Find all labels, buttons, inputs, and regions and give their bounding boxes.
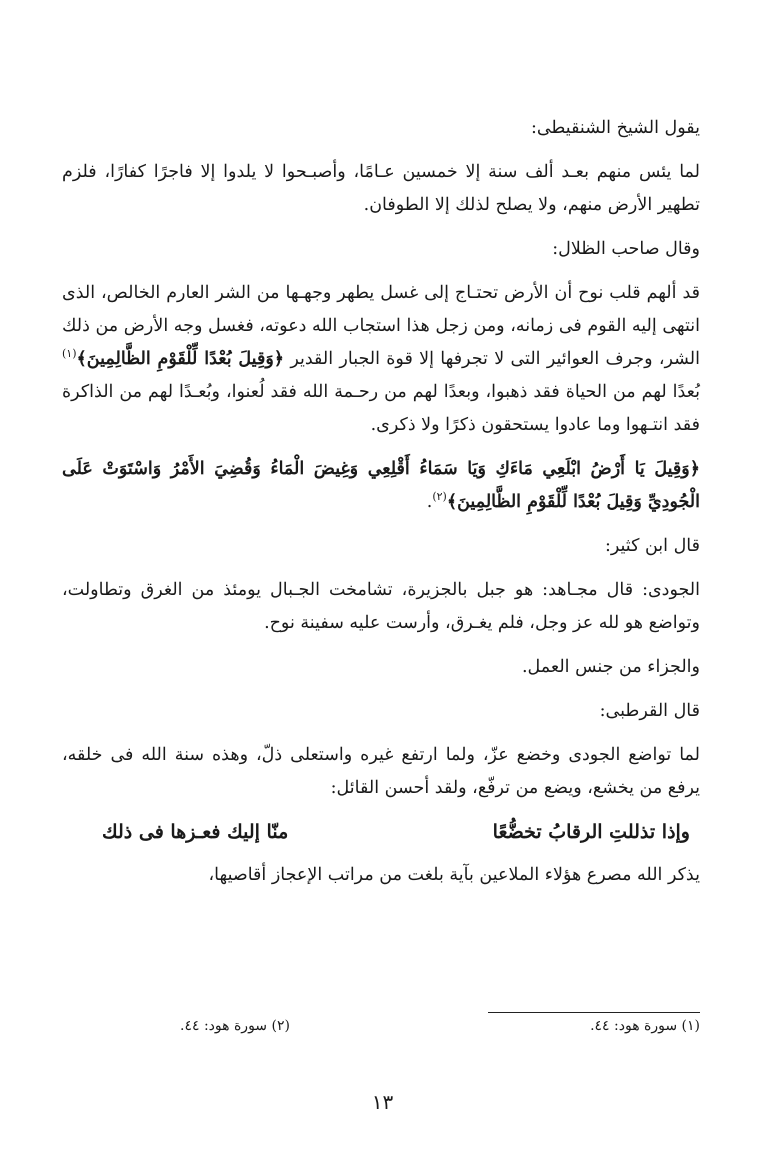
page-number: ١٣ xyxy=(371,1090,394,1114)
footnote-divider xyxy=(488,1012,700,1013)
paragraph-qurtubi: لما تواضع الجودى وخضع عزّ، ولما ارتفع غيره واستعلى ذلّ، وهذه سنة الله فى خلقه، يرفع من يخشع، ويضع من ترفّع، ولقد أحسن القائل: xyxy=(62,745,700,798)
heading-ibn-kathir: قال ابن كثير: xyxy=(604,536,700,556)
footnote-2: (٢) سورة هود: ٤٤. xyxy=(180,1018,290,1034)
quran-verse-end: . xyxy=(426,492,433,512)
poetry-verse xyxy=(62,816,700,849)
footnote-marker-2: (٢) xyxy=(432,490,447,504)
paragraph-recompense: والجزاء من جنس العمل. xyxy=(521,657,700,677)
paragraph-zilal-text-start: قد ألهم قلب نوح أن الأرض تحتـاج إلى غسل يطهر وجهـها من الشر العارم الخالص، الذى انتهى إليه القوم فى زمانه، ومن زجل هذا استجاب الله دعوته، فغسل وجه الأرض من ذلك الشر، وجرف العوائير التى لا تجرفها إلا قوة الجبار القدير xyxy=(62,283,700,369)
footnote-marker-1: (١) xyxy=(62,347,77,361)
poetry-hemistich-first: وإذا تذللتِ الرقابُ تخضُّعًا xyxy=(492,821,690,843)
quran-verse: ﴿وَقِيلَ يَا أَرْضُ ابْلَعِي مَاءَكِ وَيَا سَمَاءُ أَقْلِعِي وَغِيضَ الْمَاءُ وَقُضِيَ الأَمْرُ وَاسْتَوَتْ عَلَى الْجُودِيِّ وَقِيلَ بُعْدًا لِّلْقَوْمِ الظَّالِمِينَ﴾ xyxy=(62,459,700,512)
footnotes xyxy=(180,1018,700,1034)
footnote-1: (١) سورة هود: ٤٤. xyxy=(590,1018,700,1034)
quran-verse-block xyxy=(62,453,700,519)
heading-zilal: وقال صاحب الظلال: xyxy=(552,239,700,259)
heading-qurtubi: قال القرطبى: xyxy=(599,701,700,721)
paragraph-zilal-text-end: بُعدًا لهم من الحياة فقد ذهبوا، وبعدًا لهم من رحـمة الله فقد لُعنوا، وبُعـدًا لهم من الذاكرة فقد انتـهوا وما عادوا يستحقون ذكرًا ولا ذكرى. xyxy=(62,382,700,435)
paragraph-ibn-kathir: الجودى: قال مجـاهد: هو جبل بالجزيرة، تشامخت الجـبال يومئذ من الغرق وتطاولت، وتواضع هو لله عز وجل، فلم يغـرق، وأرست عليه سفينة نوح. xyxy=(62,580,700,633)
quran-quote-inline: ﴿وَقِيلَ بُعْدًا لِّلْقَوْمِ الظَّالِمِينَ﴾ xyxy=(76,349,285,369)
paragraph-closing: يذكر الله مصرع هؤلاء الملاعين بآية بلغت من مراتب الإعجاز أقاصيها، xyxy=(208,865,700,885)
paragraph-zilal xyxy=(62,277,700,442)
poetry-hemistich-second: منّا إليك فعـزها فى ذلك xyxy=(102,821,289,843)
main-text xyxy=(62,112,700,903)
heading-shanqiti: يقول الشيخ الشنقيطى: xyxy=(530,118,700,138)
paragraph-shanqiti: لما يئس منهم بعـد ألف سنة إلا خمسين عـامًا، وأصبـحوا لا يلدوا إلا فاجرًا كفارًا، فلزم تطهير الأرض منهم، ولا يصلح لذلك إلا الطوفان. xyxy=(62,162,700,215)
